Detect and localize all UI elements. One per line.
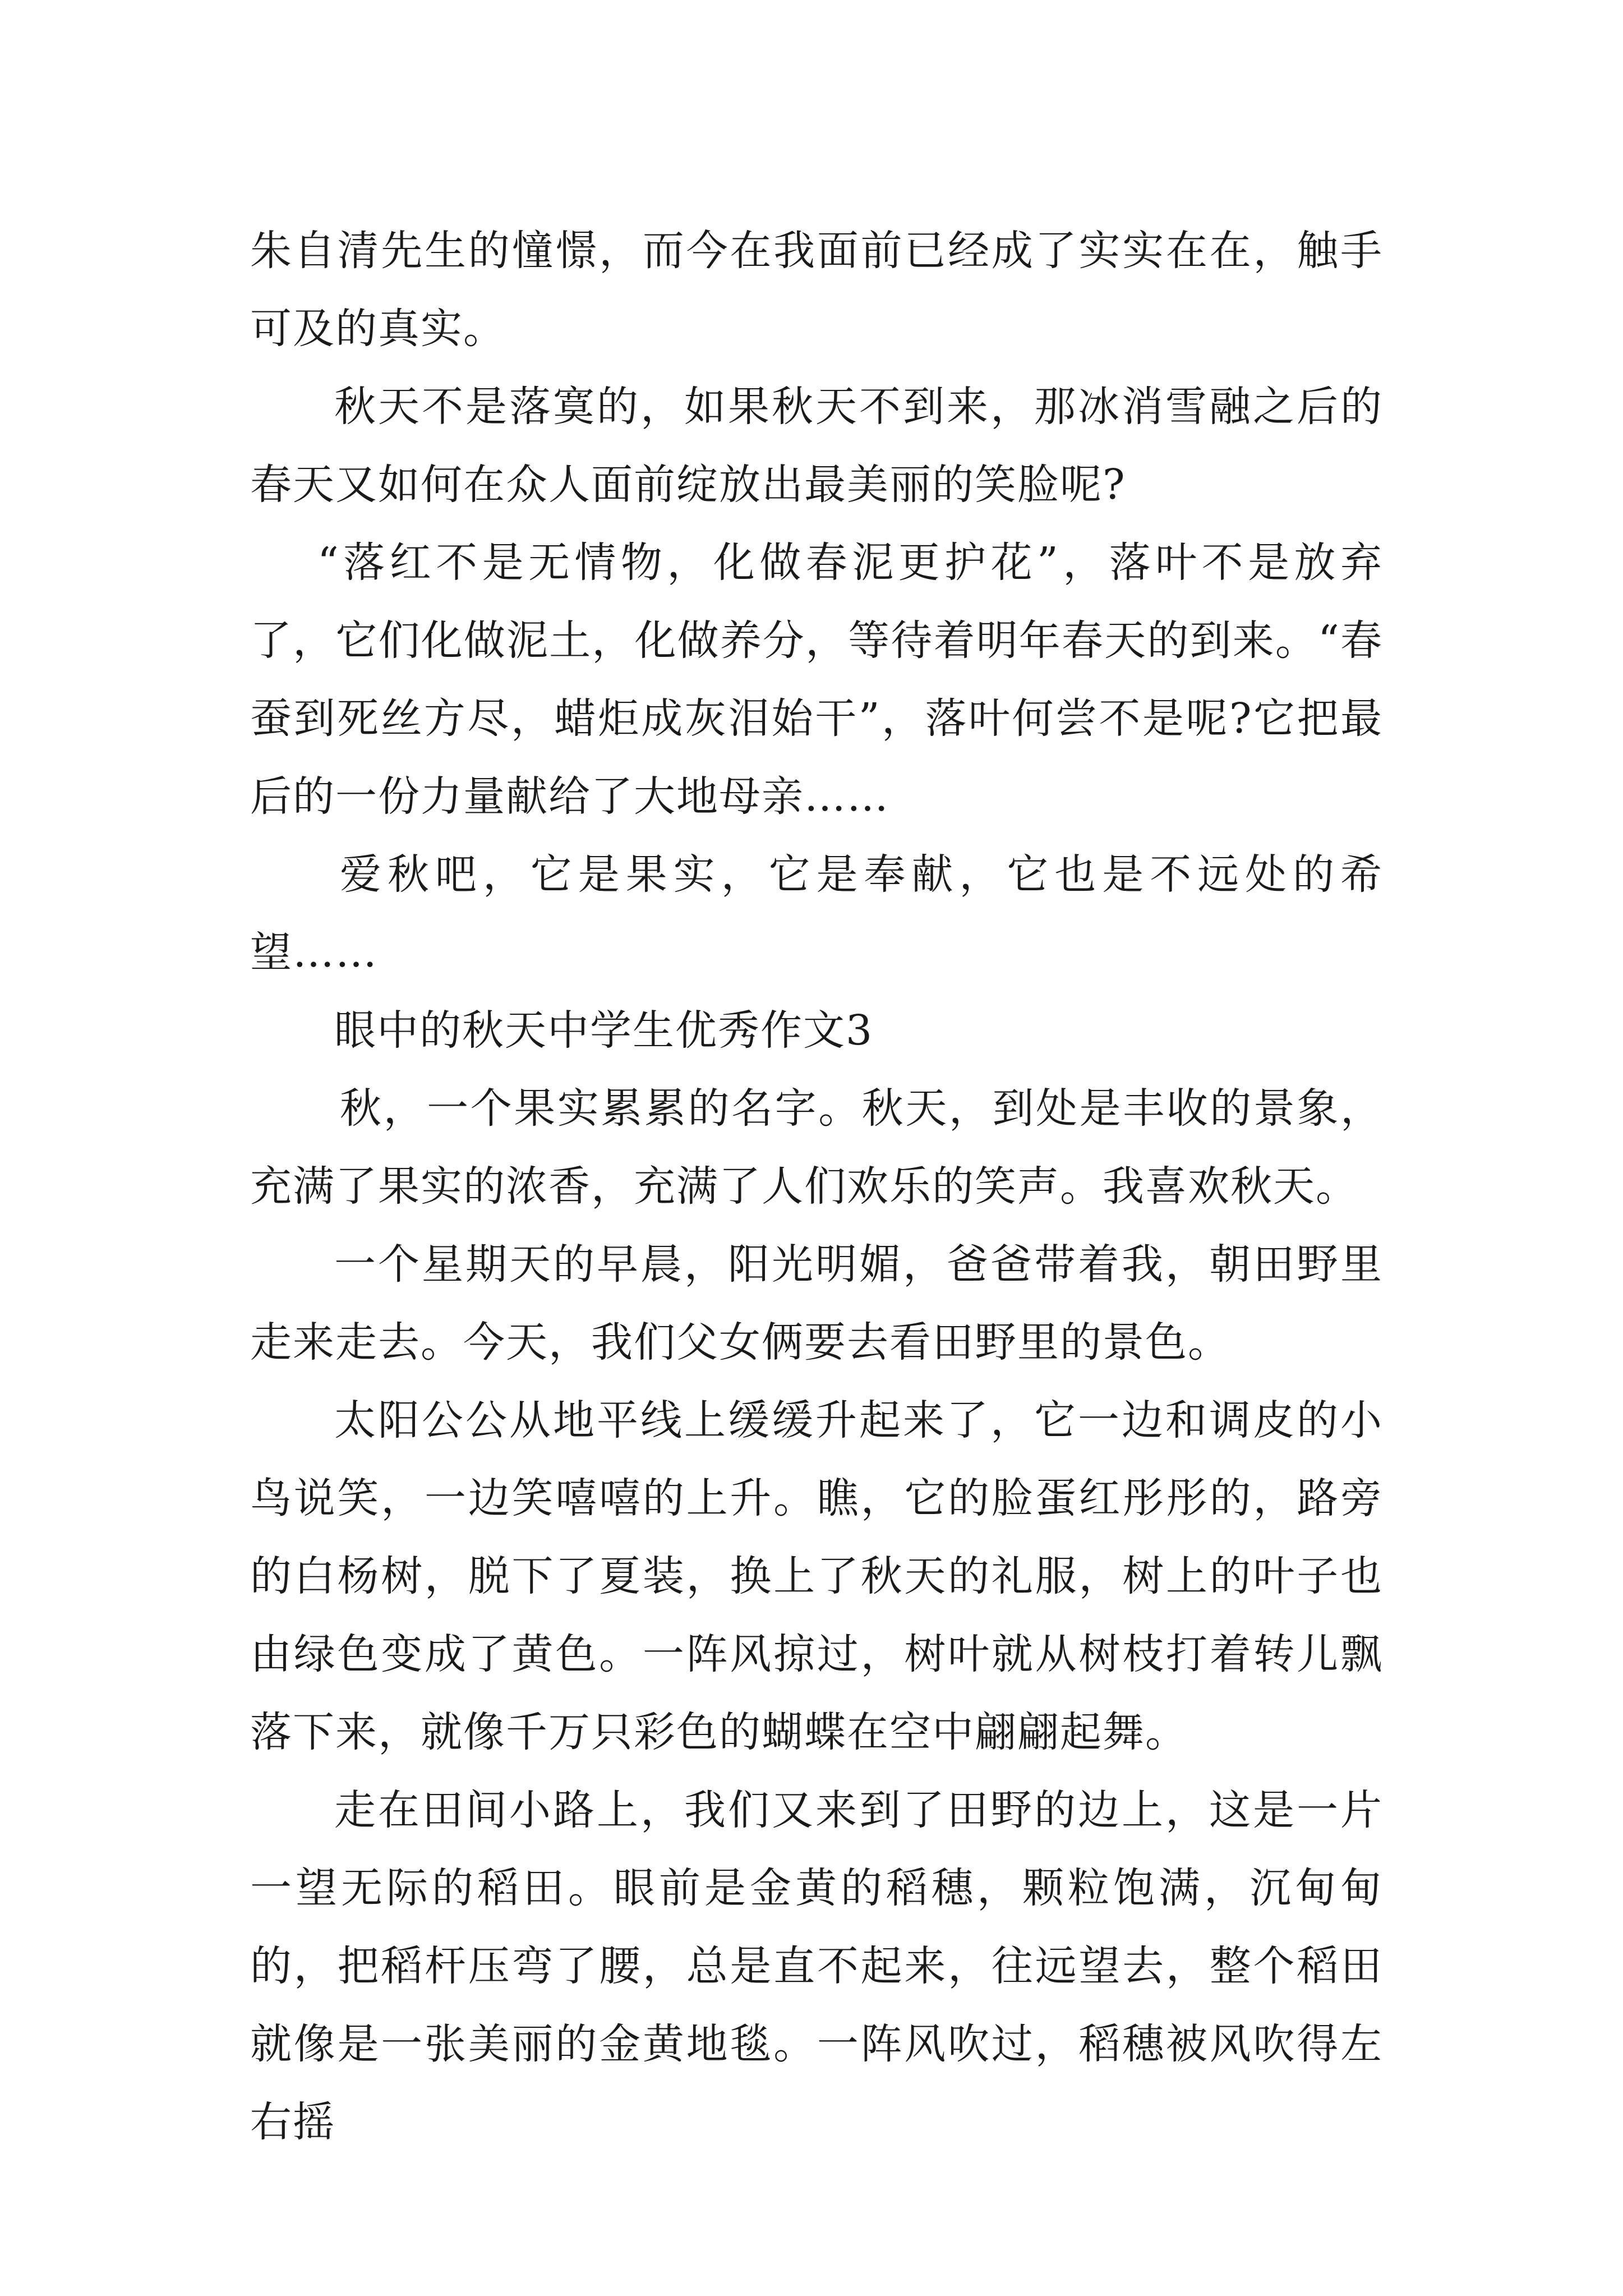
paragraph: 爱秋吧，它是果实，它是奉献，它也是不远处的希望…… [250, 850, 1383, 977]
paragraph: 秋，一个果实累累的名字。秋天，到处是丰收的景象，充满了果实的浓香，充满了人们欢乐的笑声。我喜欢秋天。 [250, 1084, 1383, 1211]
section-heading: 眼中的秋天中学生优秀作文3 [334, 1006, 874, 1055]
paragraph: 太阳公公从地平线上缓缓升起来了，它一边和调皮的小鸟说笑，一边笑嘻嘻的上升。瞧，它的脸蛋红彤彤的，路旁的白杨树，脱下了夏装，换上了秋天的礼服，树上的叶子也由绿色变成了黄色。一阵风掠过，树叶就从树枝打着转儿飘落下来，就像千万只彩色的蝴蝶在空中翩翩起舞。 [250, 1396, 1383, 1756]
paragraph: 走在田间小路上，我们又来到了田野的边上，这是一片一望无际的稻田。眼前是金黄的稻穗，颗粒饱满，沉甸甸的，把稻杆压弯了腰，总是直不起来，往远望去，整个稻田就像是一张美丽的金黄地毯。一阵风吹过，稻穗被风吹得左右摇 [250, 1786, 1383, 2146]
paragraph-continuation: 朱自清先生的憧憬，而今在我面前已经成了实实在在，触手可及的真实。 [250, 227, 1383, 353]
paragraph: “落红不是无情物，化做春泥更护花”，落叶不是放弃了，它们化做泥土，化做养分，等待着明年春天的到来。“春蚕到死丝方尽，蜡炬成灰泪始干”，落叶何尝不是呢?它把最后的一份力量献给了大地母亲…… [250, 539, 1383, 821]
paragraph: 秋天不是落寞的，如果秋天不到来，那冰消雪融之后的春天又如何在众人面前绽放出最美丽的笑脸呢? [250, 383, 1383, 509]
paragraph: 一个星期天的早晨，阳光明媚，爸爸带着我，朝田野里走来走去。今天，我们父女俩要去看田野里的景色。 [250, 1240, 1383, 1366]
document-body [250, 212, 1383, 2161]
